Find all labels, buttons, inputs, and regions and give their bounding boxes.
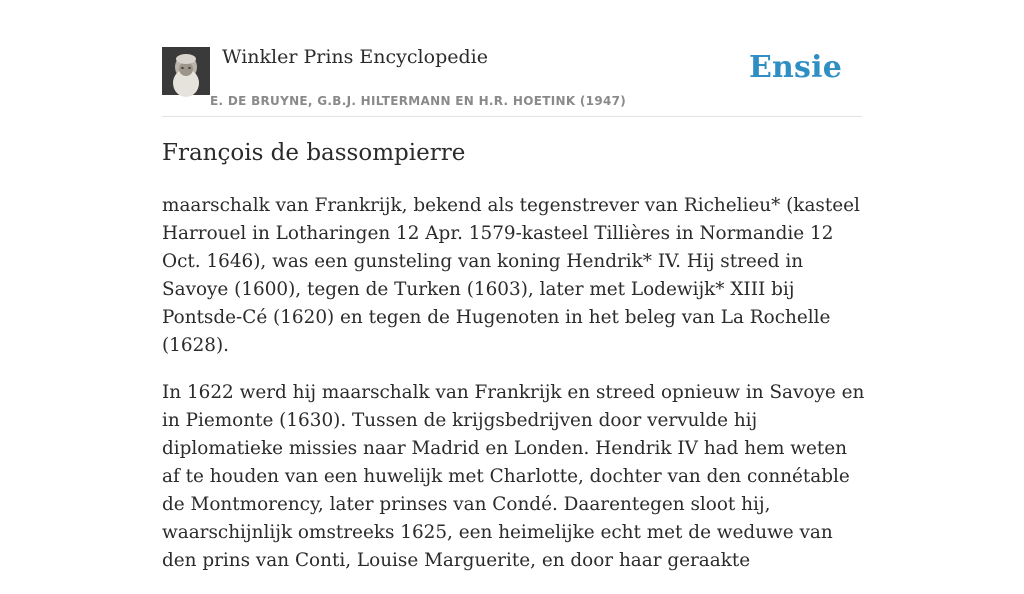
- article-title: François de bassompierre: [162, 140, 466, 166]
- page-container: [162, 0, 865, 571]
- ensie-logo[interactable]: Ensie: [748, 50, 842, 85]
- author-portrait-icon: [162, 47, 210, 95]
- source-title[interactable]: Winkler Prins Encyclopedie: [222, 46, 488, 68]
- article-paragraph: In 1622 werd hij maarschalk van Frankrijk en streed opnieuw in Savoye en in Piemonte (1630). Tussen de krijgsbedrijven door vervulde hij diplomatieke missies naar Madrid en Londen. Hendrik IV had hem weten af te houden van een huwelijk met Charlotte, dochter van den connétable de Montmorency, later prinses van Condé. Daarentegen sloot hij, waarschijnlijk omstreeks 1625, een heimelijke echt met de weduwe van den prins van Conti, Louise Marguerite, en door haar geraakte: [162, 382, 865, 571]
- source-header: [162, 0, 862, 117]
- author-avatar[interactable]: [162, 47, 210, 95]
- source-authors: E. DE BRUYNE, G.B.J. HILTERMANN EN H.R. HOETINK (1947): [210, 94, 627, 108]
- article-body: [162, 192, 868, 594]
- article-paragraph: maarschalk van Frankrijk, bekend als tegenstrever van Richelieu* (kasteel Harrouel in Lotharingen 12 Apr. 1579-kasteel Tillières in Normandie 12 Oct. 1646), was een gunsteling van koning Hendrik* IV. Hij streed in Savoye (1600), tegen de Turken (1603), later met Lodewijk* XIII bij Pontsde-Cé (1620) en tegen de Hugenoten in het beleg van La Rochelle (1628).: [162, 195, 860, 356]
